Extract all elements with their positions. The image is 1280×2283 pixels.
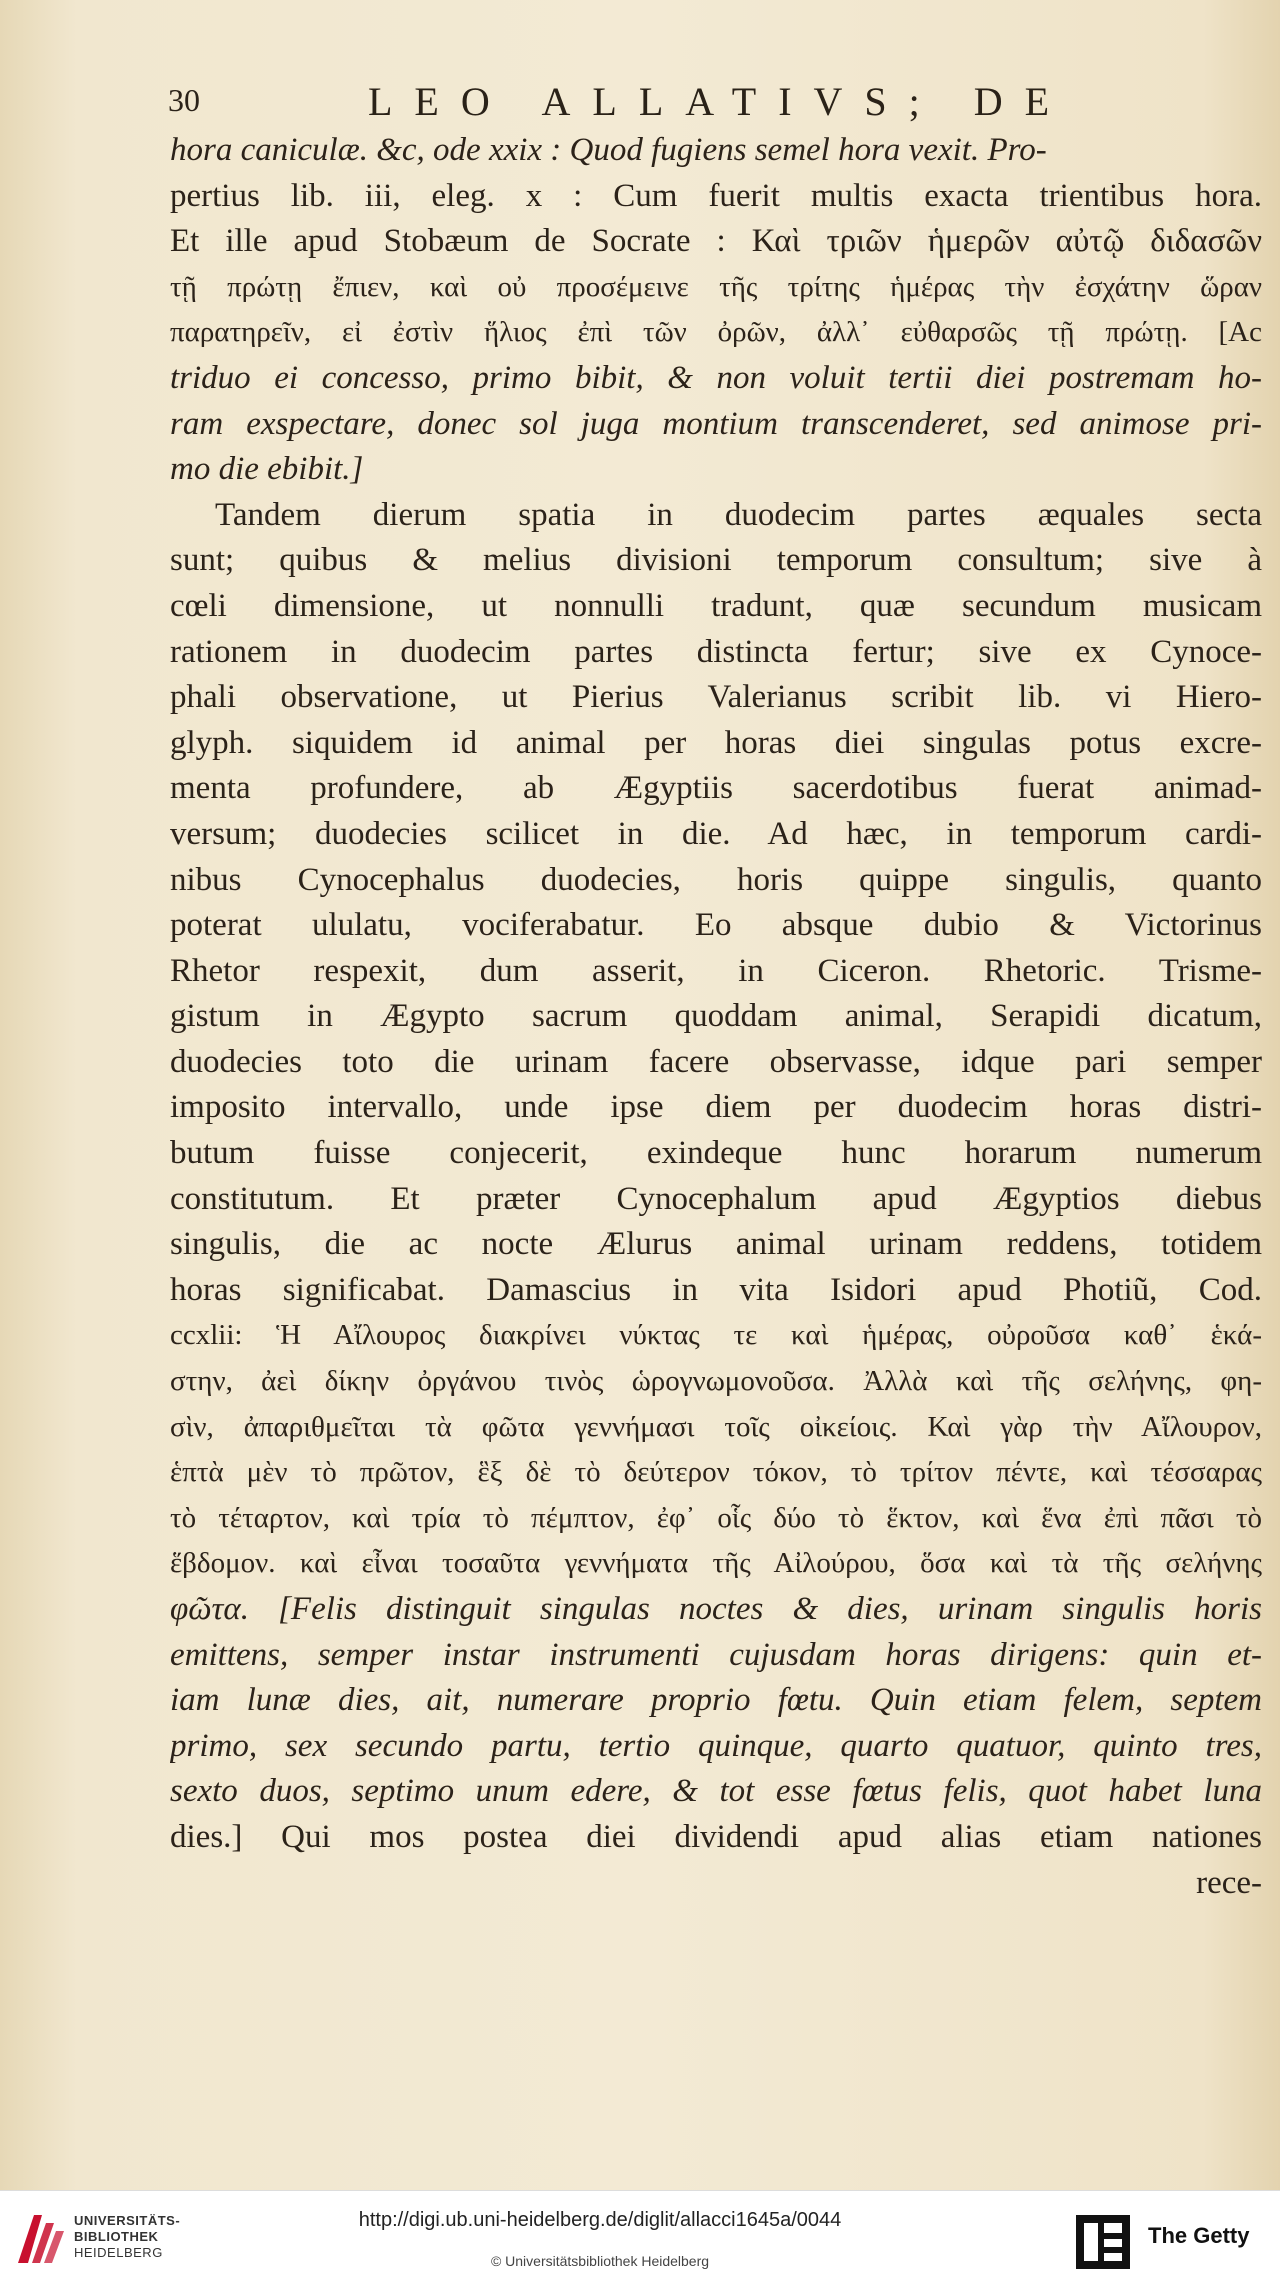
text-line-greek: στην, ἀεὶ δίκην ὀργάνου τινὸς ὡρογνωμονοῦσα. Ἀλλὰ καὶ τῆς σελήνης, φη- — [170, 1365, 1262, 1398]
text-line: primo, sex secundo partu, tertio quinque, quarto quatuor, quinto tres, — [170, 1727, 1262, 1764]
text-line: hora caniculæ. &c, ode xxix : Quod fugiens semel hora vexit. Pro- — [170, 132, 1047, 168]
text-line-greek: παρατηρεῖν, εἰ ἐστὶν ἥλιος ἐπὶ τῶν ὀρῶν, ἀλλ᾽ εὐθαρσῶς τῇ πρώτῃ. [Ac — [170, 316, 1262, 349]
text-line: Rhetor respexit, dum asserit, in Ciceron. Rhetoric. Trisme- — [170, 952, 1262, 989]
text-line-greek: ἑπτὰ μὲν τὸ πρῶτον, ἓξ δὲ τὸ δεύτερον τόκον, τὸ τρίτον πέντε, καὶ τέσσαρας — [170, 1456, 1262, 1489]
library-name-line: UNIVERSITÄTS- — [74, 2213, 181, 2228]
text-line-greek: τὸ τέταρτον, καὶ τρία τὸ πέμπτον, ἐφ᾽ οἷς δύο τὸ ἕκτον, καὶ ἕνα ἐπὶ πᾶσι τὸ — [170, 1501, 1262, 1534]
text-line: dies.] Qui mos postea diei dividendi apud alias etiam nationes — [170, 1818, 1262, 1855]
library-name-line: BIBLIOTHEK — [74, 2229, 159, 2244]
getty-logo-icon — [1074, 2213, 1132, 2271]
library-name-line: HEIDELBERG — [74, 2245, 163, 2260]
text-line: triduo ei concesso, primo bibit, & non voluit tertii diei postremam ho- — [170, 359, 1262, 396]
text-line: Tandem dierum spatia in duodecim partes æquales secta — [215, 496, 1262, 533]
text-line: sunt; quibus & melius divisioni temporum consultum; sive à — [170, 542, 1262, 579]
text-line: gistum in Ægypto sacrum quoddam animal, Serapidi dicatum, — [170, 998, 1262, 1035]
viewer-footer — [0, 2190, 1280, 2283]
text-line: Et ille apud Stobæum de Socrate : Καὶ τριῶν ἡμερῶν αὐτῷ διδασῶν — [170, 223, 1262, 260]
text-line-greek: ἕβδομον. καὶ εἶναι τοσαῦτα γεννήματα τῆς Αἰλούρου, ὅσα καὶ τὰ τῆς σελήνης — [170, 1547, 1262, 1580]
text-line: sexto duos, septimo unum edere, & tot esse fœtus felis, quot habet luna — [170, 1773, 1262, 1810]
body-text — [170, 128, 1262, 1906]
running-title: LEO ALLATIVS; DE — [368, 79, 1072, 124]
partner-name: The Getty — [1148, 2223, 1250, 2248]
text-line-greek: τῇ πρώτῃ ἔπιεν, καὶ οὐ προσέμεινε τῆς τρίτης ἡμέρας τὴν ἐσχάτην ὥραν — [170, 270, 1262, 303]
permalink-url[interactable]: http://digi.ub.uni-heidelberg.de/diglit/allacci1645a/0044 — [358, 2209, 842, 2231]
text-line: glyph. siquidem id animal per horas diei singulas potus excre- — [170, 724, 1262, 761]
catchword: rece- — [1196, 1864, 1262, 1901]
text-line: pertius lib. iii, eleg. x : Cum fuerit multis exacta trientibus hora. — [170, 177, 1262, 214]
copyright-notice: © Universitätsbibliothek Heidelberg — [490, 2253, 710, 2269]
text-line: poterat ululatu, vociferabatur. Eo absque dubio & Victorinus — [170, 907, 1262, 944]
text-line: constitutum. Et præter Cynocephalum apud Ægyptios diebus — [170, 1180, 1262, 1217]
text-line: cœli dimensione, ut nonnulli tradunt, quæ secundum musicam — [170, 587, 1262, 624]
library-name — [74, 2213, 180, 2261]
running-head — [168, 78, 1088, 126]
text-line: rationem in duodecim partes distincta fertur; sive ex Cynoce- — [170, 633, 1262, 670]
university-seal-icon — [12, 2209, 70, 2267]
text-line-greek: ccxlii: Ἡ Αἴλουρος διακρίνει νύκτας τε καὶ ἡμέρας, οὐροῦσα καθ᾽ ἑκά- — [170, 1319, 1262, 1352]
text-line: imposito intervallo, unde ipse diem per duodecim horas distri- — [170, 1089, 1262, 1126]
text-line: butum fuisse conjecerit, exindeque hunc horarum numerum — [170, 1135, 1262, 1172]
text-line: mo die ebibit.] — [170, 451, 364, 488]
text-line: emittens, semper instar instrumenti cujusdam horas dirigens: quin et- — [170, 1636, 1262, 1673]
text-line: ram exspectare, donec sol juga montium transcenderet, sed animose pri- — [170, 405, 1262, 442]
text-line: horas significabat. Damascius in vita Isidori apud Photiũ, Cod. — [170, 1271, 1262, 1308]
text-line: duodecies toto die urinam facere observasse, idque pari semper — [170, 1043, 1262, 1080]
text-line: menta profundere, ab Ægyptiis sacerdotibus fuerat animad- — [170, 770, 1262, 807]
text-line: singulis, die ac nocte Ælurus animal urinam reddens, totidem — [170, 1226, 1262, 1263]
text-line: versum; duodecies scilicet in die. Ad hæc, in temporum cardi- — [170, 815, 1262, 852]
text-line-greek: σὶν, ἀπαριθμεῖται τὰ φῶτα γεννήμασι τοῖς οἰκείοις. Καὶ γὰρ τὴν Αἴλουρον, — [170, 1410, 1262, 1443]
text-line: phali observatione, ut Pierius Valerianus scribit lib. vi Hiero- — [170, 679, 1262, 716]
text-line: nibus Cynocephalus duodecies, horis quippe singulis, quanto — [170, 861, 1262, 898]
page-number: 30 — [168, 82, 200, 118]
text-line: φῶτα. [Felis distinguit singulas noctes & dies, urinam singulis horis — [170, 1591, 1262, 1627]
text-line: iam lunæ dies, ait, numerare proprio fœtu. Quin etiam felem, septem — [170, 1682, 1262, 1719]
